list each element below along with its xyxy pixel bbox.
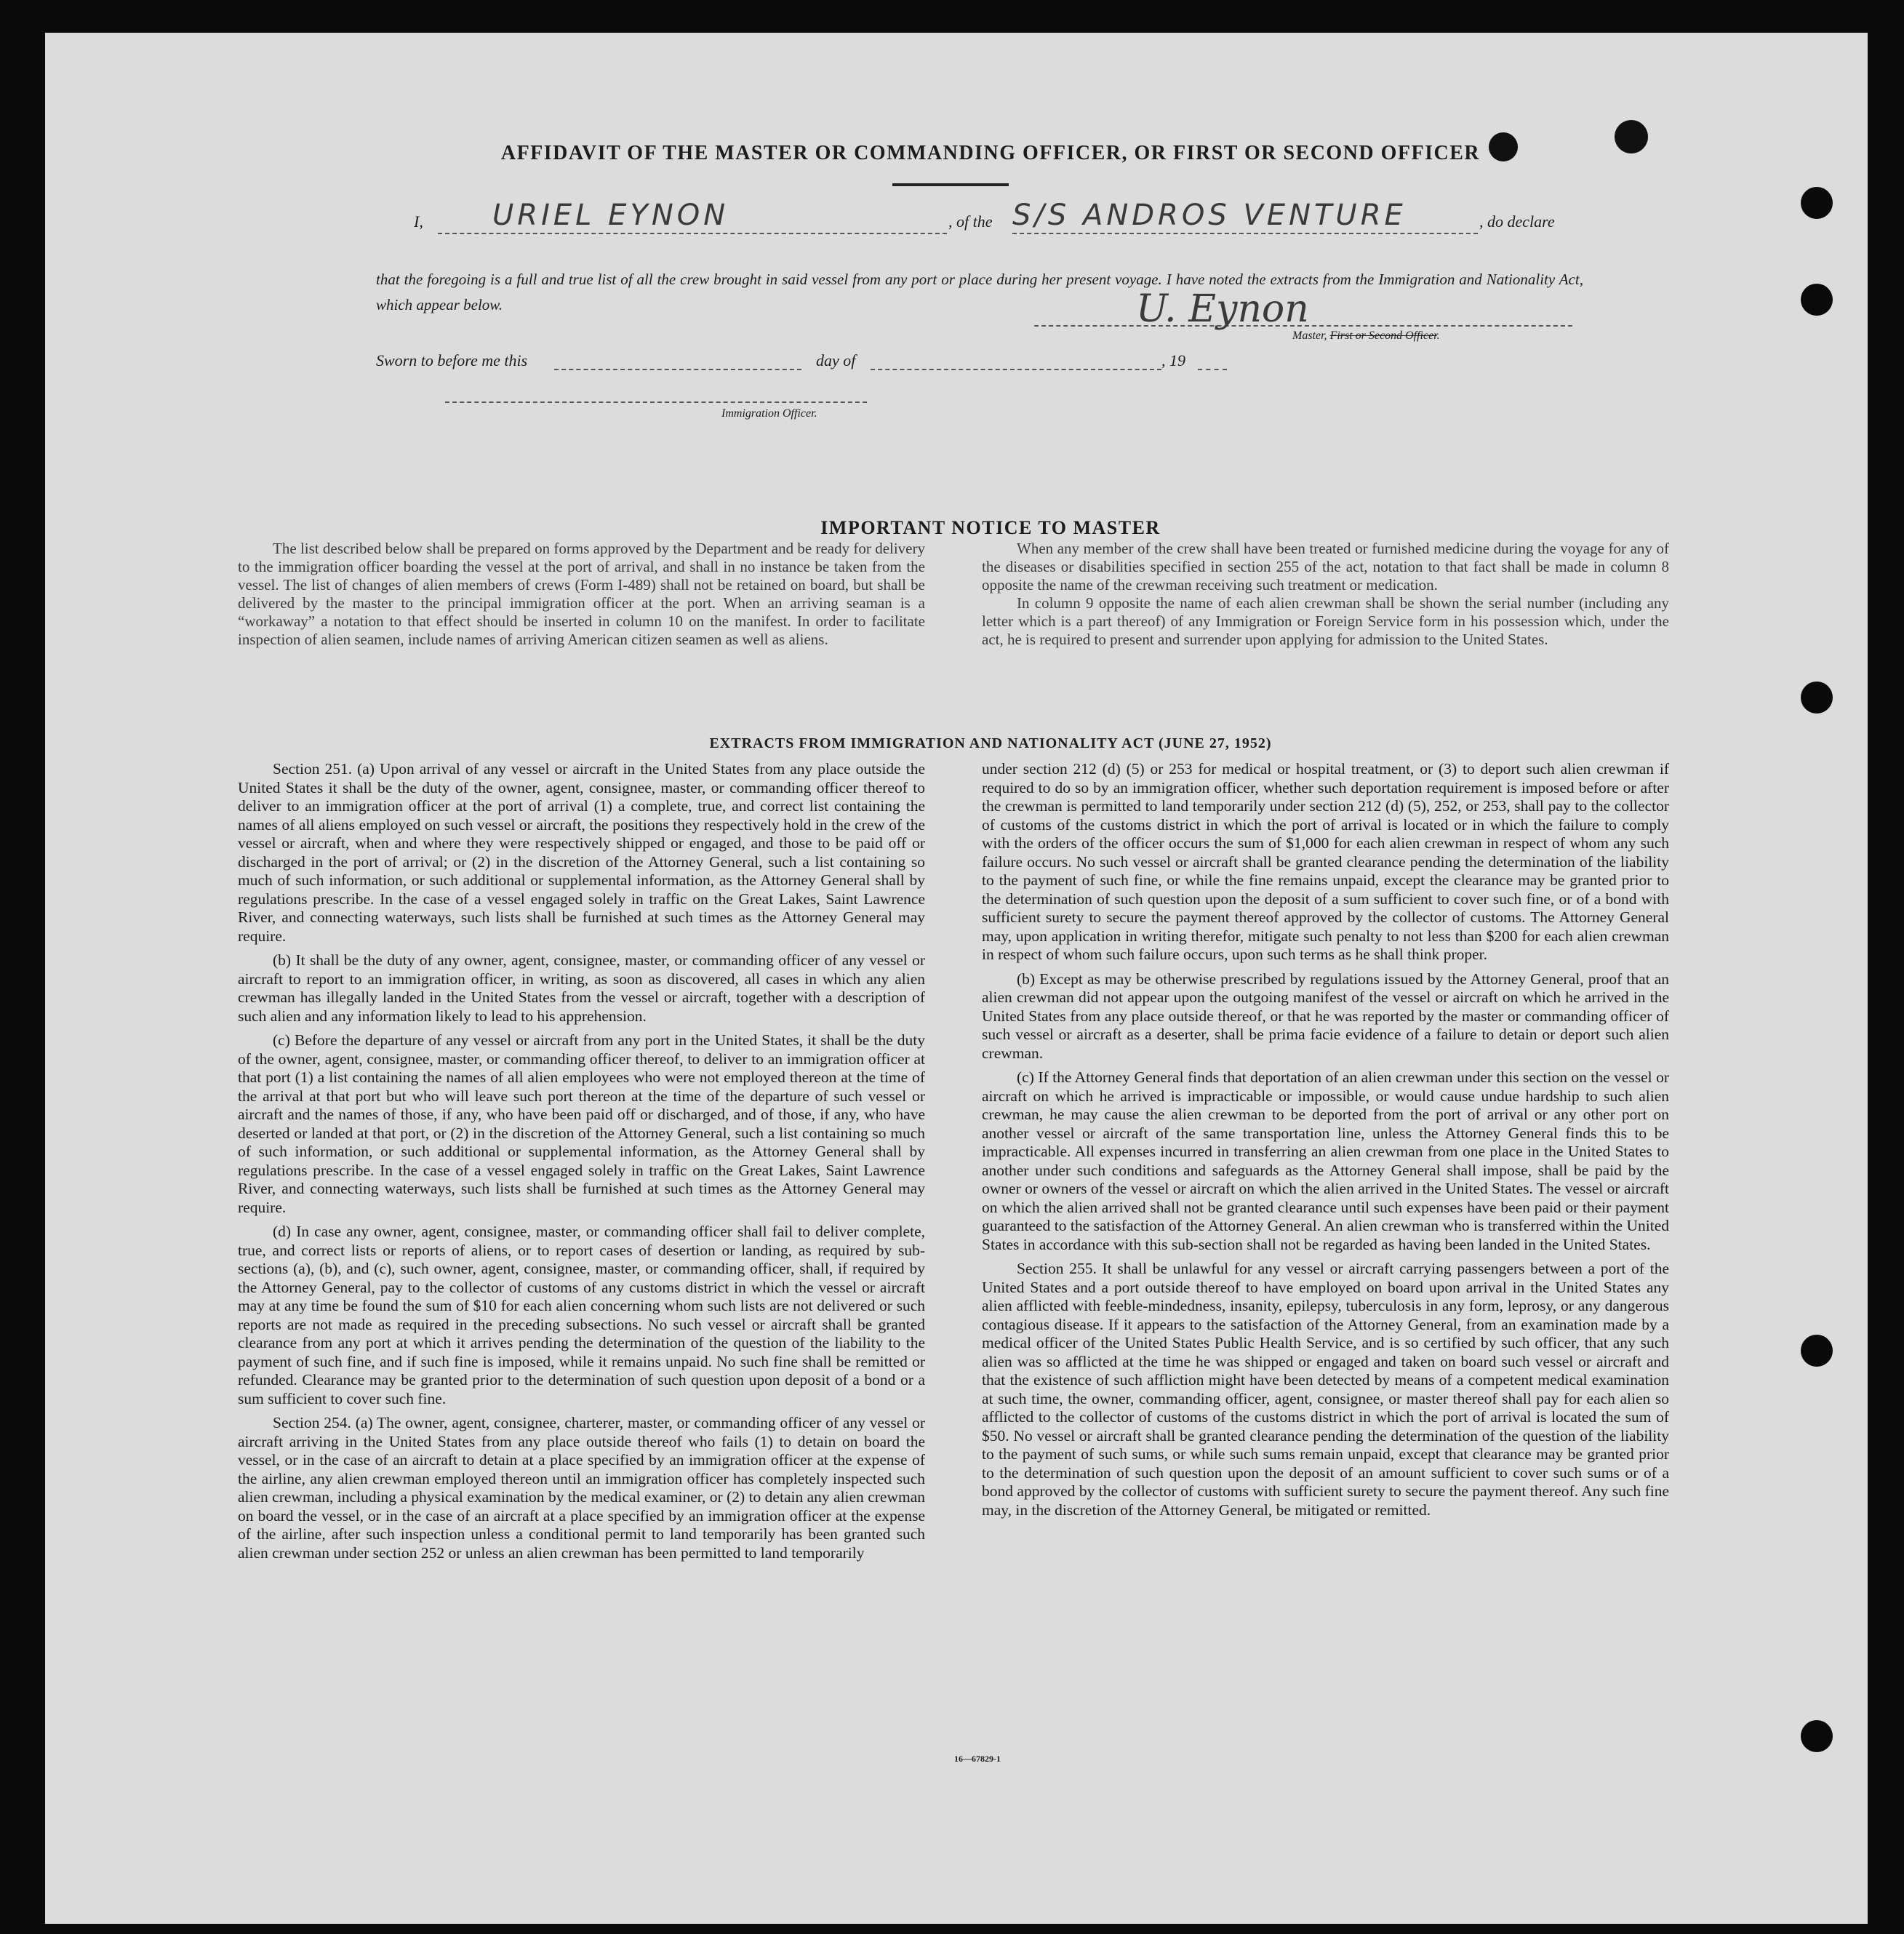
day-of-label: day of (816, 351, 856, 369)
section-254b: (b) Except as may be otherwise prescribed by regulations issued by the Attorney General, proof that an alien crewman did not appear upon the outgoing manifest of the vessel or aircraft on which he arrived in the United States from any place outside thereof, or that he was reported by the master or commanding officer of such vessel or aircraft as a deserter, shall be prima facie evidence of a failure to detain or deport such alien crewman. (982, 970, 1669, 1062)
name-line (438, 233, 947, 234)
officer-line (445, 401, 867, 403)
sworn-month-line (871, 369, 1161, 370)
extracts-right-column (982, 760, 1669, 1525)
notice-right (982, 540, 1669, 649)
ink-blot (1615, 120, 1648, 153)
of-the-label: , of the (948, 212, 993, 231)
master-suffix: . (1436, 329, 1440, 342)
section-255: Section 255. It shall be unlawful for any vessel or aircraft carrying passengers between a port of the United States and a port outside thereof to have employed on board upon arrival in the United States any alien afflicted with feeble-mindedness, insanity, epilepsy, tuberculosis in any form, leprosy, or any dangerous contagious disease. If it appears to the satisfaction of the Attorney General, from an examination made by a medical officer of the United States Public Health Service, and is so certified by such officer, that any such alien was so afflicted at the time he was shipped or engaged and taken on board such vessel or aircraft and that the existence of such affliction might have been detected by means of a competent medical examination at such time, the owner, commanding officer, agent, consignee, or master thereof shall pay for each alien so afflicted to the collector of customs of the customs district in which the port of arrival is located the sum of $50. No vessel or aircraft shall be granted clearance pending the determination of the question of the liability to the payment of such sums, or while such sums remain unpaid, except that clearance may be granted prior to the determination of such question upon the deposit of an amount sufficient to cover such sums or of a bond approved by the collector of customs with sufficient surety to secure the payment thereof. Any such fine may, in the discretion of the Attorney General, be mitigated or remitted. (982, 1260, 1669, 1519)
i-label: I, (414, 212, 423, 231)
master-prefix: Master, (1292, 329, 1330, 342)
vessel-line (1012, 233, 1478, 234)
immigration-officer-label: Immigration Officer. (721, 407, 817, 420)
notice-left (238, 540, 925, 649)
master-name: URIEL EYNON (492, 199, 729, 232)
section-251b: (b) It shall be the duty of any owner, agent, consignee, master, or commanding officer of any vessel or aircraft to report to an immigration officer, in writing, as soon as discovered, all cases in which any alien crewman has illegally landed in the United States from the vessel or aircraft, together with a description of such alien and any information likely to lead to his apprehension. (238, 951, 925, 1025)
notice-title: IMPORTANT NOTICE TO MASTER (820, 517, 1161, 538)
document-page (45, 33, 1868, 1924)
signature: U. Eynon (1136, 287, 1309, 331)
section-254a: Section 254. (a) The owner, agent, consignee, charterer, master, or commanding officer of any vessel or aircraft arriving in the United States from any place outside thereof who fails (1) to detain on board the vessel, or in the case of an aircraft to detain at a place specified by an immigration officer at the expense of the airline, any alien crewman employed thereon until an immigration officer has completely inspected such alien crewman, including a physical examination by the medical examiner, or (2) to detain any alien crewman on board the vessel, or in the case of an aircraft at a place specified by an immigration officer at the expense of the airline, after such inspection unless a conditional permit to land temporarily has been granted such alien crewman under section 252 or unless an alien crewman has been permitted to land temporarily (238, 1414, 925, 1562)
section-251d: (d) In case any owner, agent, consignee, master, or commanding officer shall fail to deliver complete, true, and correct lists or reports of aliens, or to report cases of desertion or landing, as required by sub-sections (a), (b), and (c), such owner, agent, consignee, master, or commanding officer, shall, if required by the Attorney General, pay to the collector of customs of any customs district in which the vessel or aircraft may at any time be found the sum of $10 for each alien concerning whom such lists are not delivered or such reports are not made as required in the preceding subsections. No such vessel or aircraft shall be granted clearance from any port at which it arrives pending the determination of the question of the liability to the payment of such fine, and if such fine is imposed, while it remains unpaid. No such fine shall be remitted or refunded. Clearance may be granted prior to the determination of such question upon deposit of a bond or a sum sufficient to cover such fine. (238, 1223, 925, 1407)
punch-hole (1801, 1720, 1833, 1752)
vessel-name: S/S ANDROS VENTURE (1012, 199, 1407, 232)
do-declare-label: , do declare (1479, 212, 1555, 231)
notice-left-text: The list described below shall be prepared on forms approved by the Department and be ready for delivery to the immigration officer boarding the vessel at the port of arrival, and shall in no instance be taken from the vessel. The list of changes of alien members of crews (Form I-489) shall not be retained on board, but shall be delivered by the master to the principal immigration officer at the port. When an arriving seaman is a “workaway” a notation to that effect should be inserted in column 10 on the manifest. In order to facilitate inspection of alien seamen, include names of arriving American citizen seamen as well as aliens. (238, 540, 925, 648)
punch-hole (1801, 284, 1833, 316)
year-label: , 19 (1161, 351, 1185, 369)
section-254c: (c) If the Attorney General finds that deportation of an alien crewman under this section on the vessel or aircraft on which he arrived is impracticable or impossible, or would cause undue hardship to such alien crewman, he may cause the alien crewman to be deported from the port of arrival or any other port on another vessel or aircraft of the same transportation line, unless the Attorney General finds this to be impracticable. All expenses incurred in transferring an alien crewman from one place in the United States to another under such conditions and safeguards as the Attorney General shall impose, shall be paid by the owner or owners of the vessel or aircraft on which the alien arrived in the United States. The vessel or aircraft on which the alien arrived shall not be granted clearance until such expenses have been paid or their payment guaranteed to the satisfaction of the Attorney General. An alien crewman who is transferred within the United States in accordance with this sub-section shall not be regarded as having been landed in the United States. (982, 1068, 1669, 1253)
section-254a-cont: under section 212 (d) (5) or 253 for medical or hospital treatment, or (3) to deport such alien crewman if required to do so by an immigration officer, whether such deportation requirement is imposed before or after the crewman is permitted to land temporarily under section 212 (d) (5), 252, or 253, shall pay to the collector of customs of the customs district in which the port of arrival is located or in which the failure to comply with the orders of the officer occurs the sum of $1,000 for each alien crewman in respect of whom any such failure occurs. No such vessel or aircraft shall be granted clearance pending the determination of the liability to the payment of such fine, or while the fine remains unpaid, except the clearance may be granted prior to the determination of such question upon the deposit of a sum sufficient to cover such fine, or of a bond with sufficient surety to secure the payment thereof approved by the collector of customs. The Attorney General may, upon application in writing therefor, mitigate such penalty to not less than $200 for each alien crewman in respect of whom such failure occurs, upon such terms as he shall think proper. (982, 760, 1669, 963)
master-title (1292, 329, 1440, 343)
sworn-day-line (554, 369, 801, 370)
title-divider (892, 183, 1009, 186)
punch-hole (1801, 187, 1833, 219)
notice-right-p1: When any member of the crew shall have been treated or furnished medicine during the voyage for any of the diseases or disabilities specified in section 255 of the act, notation to that fact shall be made in column 8 opposite the name of the crewman receiving such treatment or medication. (982, 540, 1669, 594)
affidavit-title: AFFIDAVIT OF THE MASTER OR COMMANDING OFFICER, OR FIRST OR SECOND OFFICER (500, 142, 1481, 164)
year-line (1198, 369, 1227, 370)
punch-hole (1801, 1335, 1833, 1367)
section-251c: (c) Before the departure of any vessel or aircraft from any port in the United States, it shall be the duty of the owner, agent, consignee, master, or commanding officer thereof, to deliver to an immigration officer at that port (1) a list containing the names of all alien employees who were not employed thereon at the time of the arrival at that port but who will leave such port thereon at the time of the departure of such vessel or aircraft and the names of those, if any, who have been paid off or discharged, and of those, if any, who have deserted or landed at that port, or (2) in the discretion of the Attorney General, such a list containing so much of such information, or such additional or supplemental information, as the Attorney General shall by regulations prescribe. In the case of a vessel engaged solely in traffic on the Great Lakes, Saint Lawrence River, and connecting waterways, such lists shall be furnished at such times as the Attorney General may require. (238, 1031, 925, 1216)
extracts-left-column (238, 760, 925, 1568)
form-number: 16—67829-1 (954, 1754, 1001, 1764)
declaration-text: that the foregoing is a full and true list of all the crew brought in said vessel from any port or place during her present voyage. I have noted the extracts from the Immigration and Nationality Act, which appear below. (376, 271, 1583, 313)
notice-right-p2: In column 9 opposite the name of each alien crewman shall be shown the serial number (including any letter which is a part thereof) of any Immigration or Foreign Service form in his possession which, under the act, he is required to present and surrender upon applying for admission to the United States. (982, 594, 1669, 648)
extracts-title: EXTRACTS FROM IMMIGRATION AND NATIONALITY ACT (JUNE 27, 1952) (709, 735, 1272, 751)
struck-officer: First or Second Officer (1329, 329, 1437, 342)
sworn-label: Sworn to before me this (376, 351, 528, 369)
section-251a: Section 251. (a) Upon arrival of any vessel or aircraft in the United States from any place outside the United States it shall be the duty of the owner, agent, consignee, master, or commanding officer thereof to deliver to an immigration officer at the port of arrival (1) a complete, true, and correct list containing the names of all aliens employed on such vessel or aircraft, the positions they respectively hold in the crew of the vessel or aircraft, when and where they were respectively shipped or engaged, and those to be paid off or discharged in the port of arrival; or (2) in the discretion of the Attorney General, such a list containing so much of such information, or such additional or supplemental information, as the Attorney General shall by regulations prescribe. In the case of a vessel engaged solely in traffic on the Great Lakes, Saint Lawrence River, and connecting waterways, such lists shall be furnished at such times as the Attorney General may require. (238, 760, 925, 945)
punch-hole (1801, 682, 1833, 714)
